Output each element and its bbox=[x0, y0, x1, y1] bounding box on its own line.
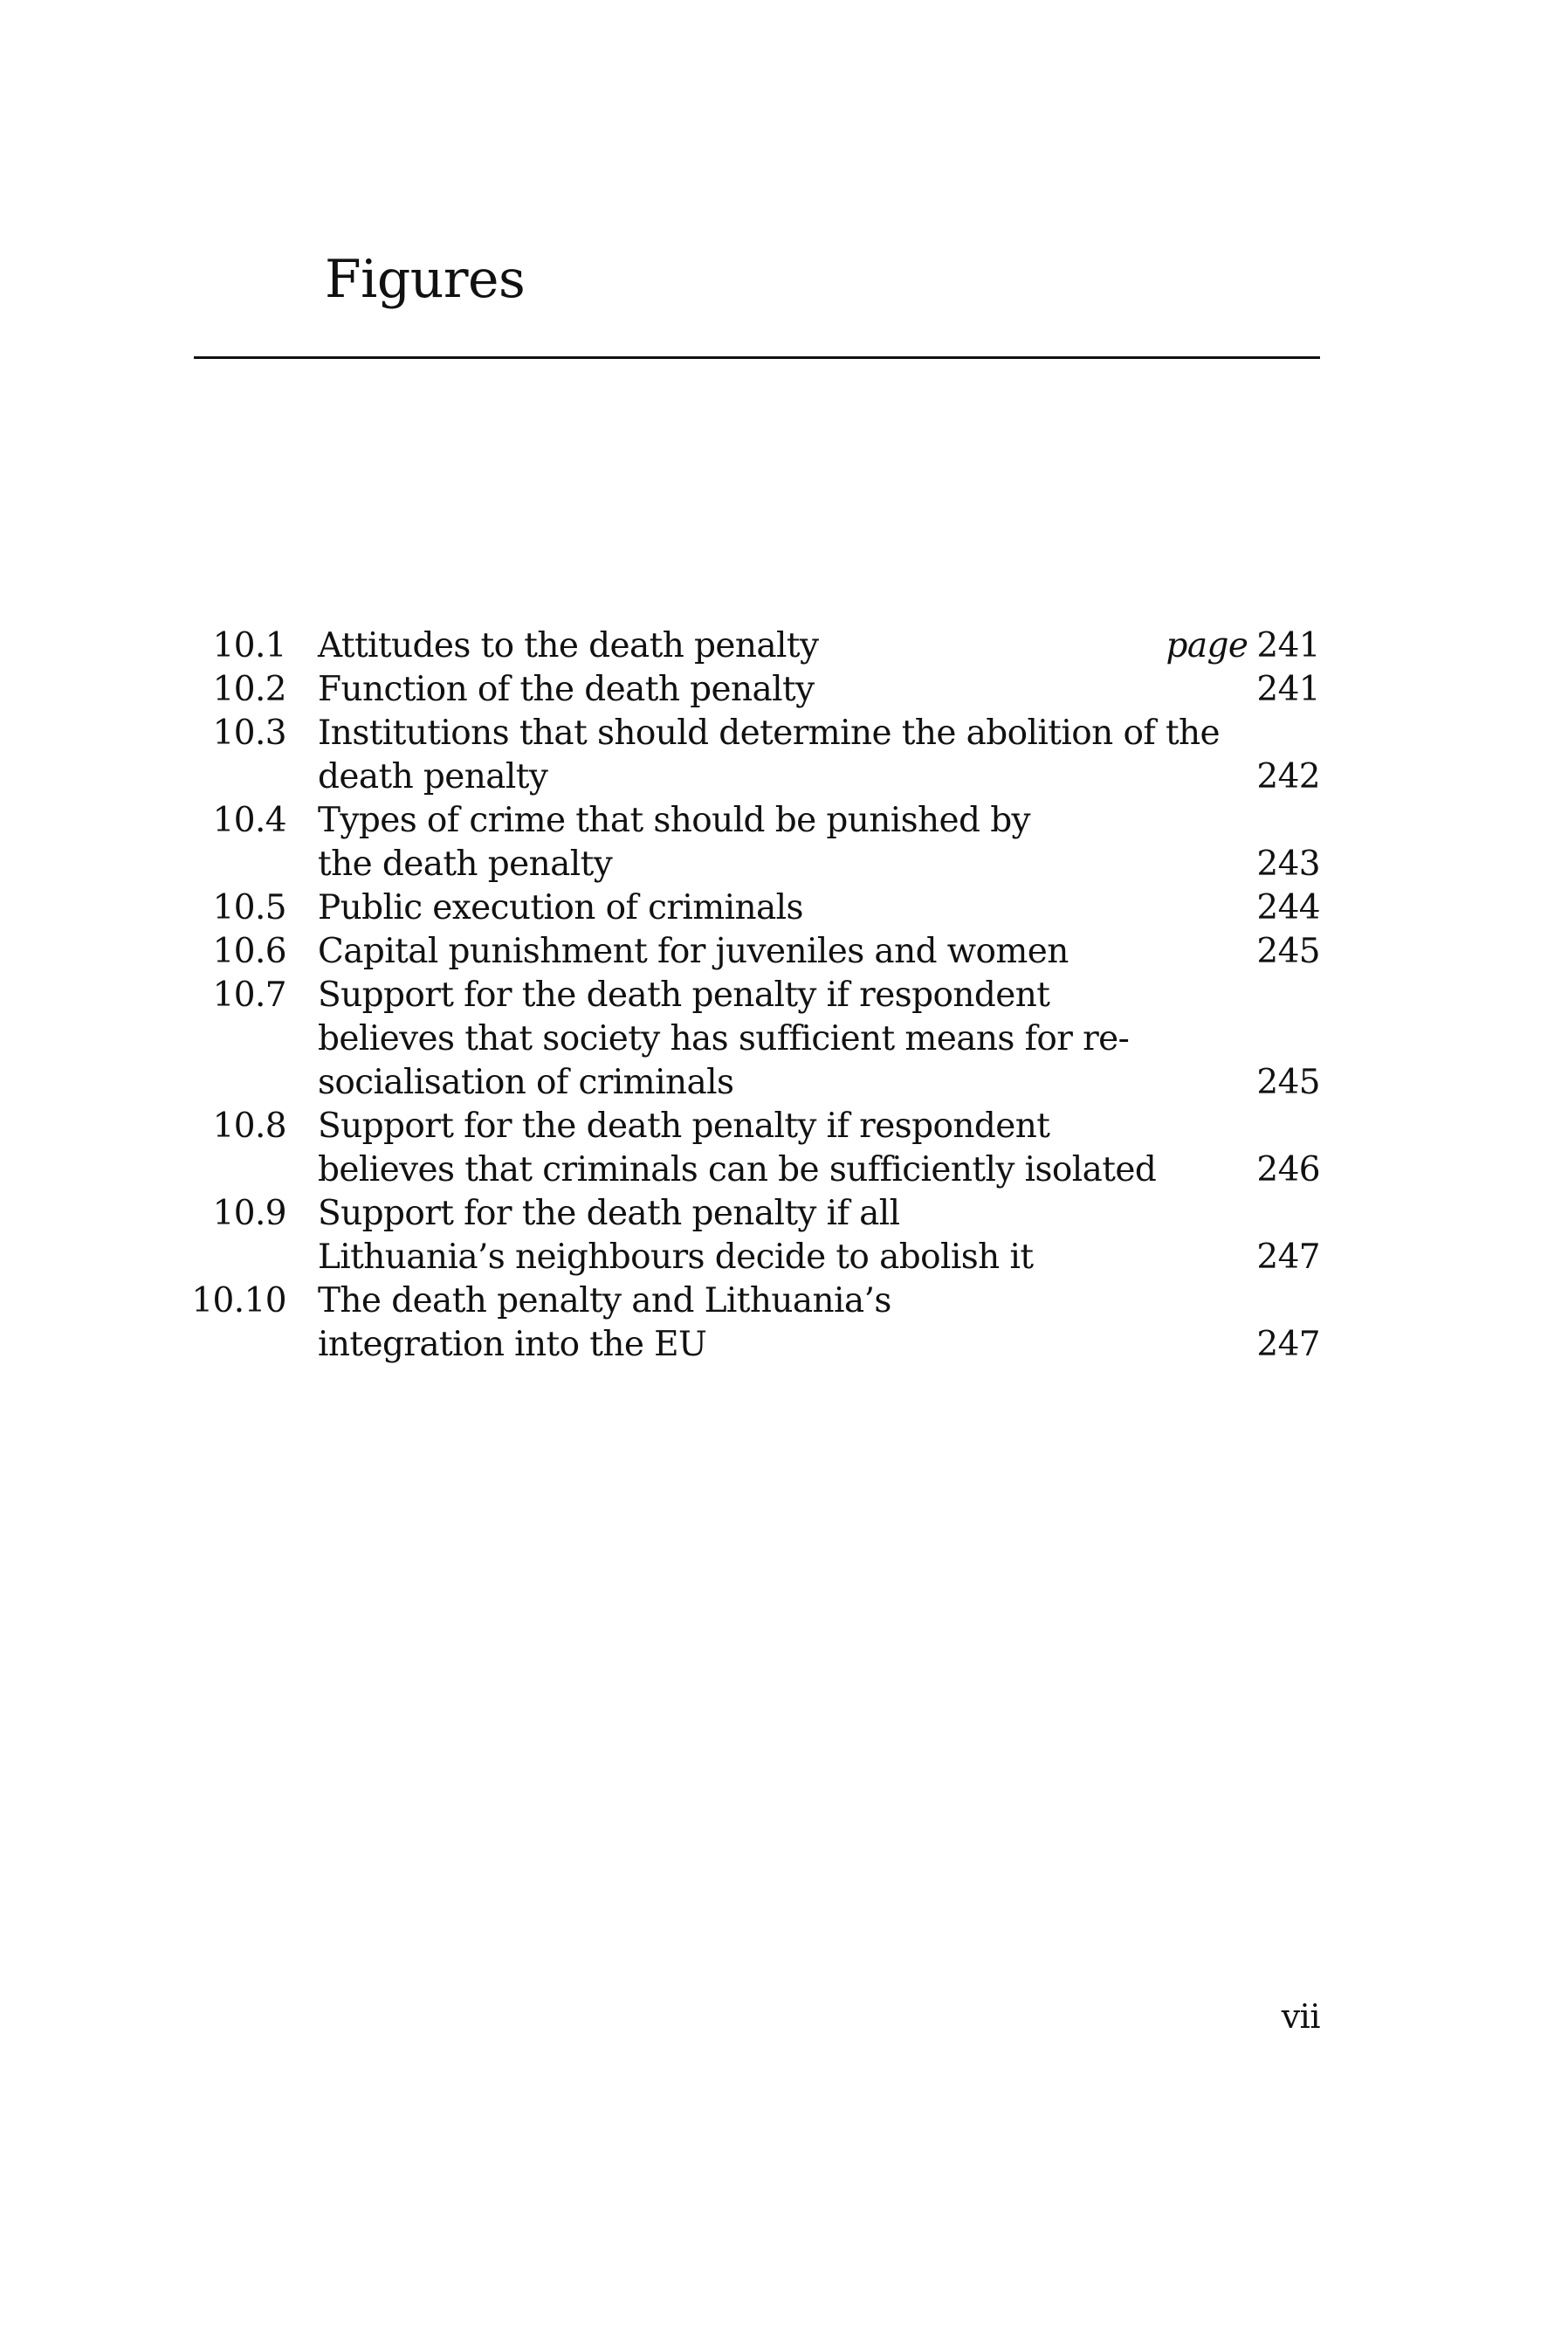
figure-entry[interactable] bbox=[183, 668, 1320, 712]
figure-page-number: 247 bbox=[1256, 1238, 1320, 1277]
figure-number: 10.9 bbox=[212, 1194, 286, 1233]
figure-title: Support for the death penalty if respondent believes that criminals can be sufficiently isolated bbox=[318, 1107, 1157, 1189]
figure-entry[interactable] bbox=[183, 799, 1320, 886]
figure-title: Support for the death penalty if all Lithuania’s neighbours decide to abolish it bbox=[318, 1194, 1034, 1277]
figure-title: Public execution of criminals bbox=[318, 888, 803, 927]
figure-entry[interactable] bbox=[183, 886, 1320, 930]
page-folio: vii bbox=[1281, 1997, 1320, 2036]
figure-page-number: 245 bbox=[1256, 932, 1320, 971]
figure-entry[interactable] bbox=[183, 712, 1320, 799]
page-label: page bbox=[1166, 626, 1248, 665]
figure-page-number: 244 bbox=[1256, 888, 1320, 927]
figure-number: 10.1 bbox=[212, 626, 286, 665]
figure-page-number: 247 bbox=[1256, 1325, 1320, 1364]
page-title: Figures bbox=[325, 249, 526, 310]
figure-entry[interactable] bbox=[183, 1105, 1320, 1192]
title-rule bbox=[194, 356, 1320, 359]
figure-page-number: 243 bbox=[1256, 845, 1320, 884]
figure-title: Support for the death penalty if respondent believes that society has sufficient means for re-socialisation of criminals bbox=[318, 976, 1130, 1102]
figure-number: 10.4 bbox=[212, 801, 286, 840]
figure-title: Types of crime that should be punished by the death penalty bbox=[318, 801, 1030, 884]
figure-page-number: 241 bbox=[1256, 670, 1320, 709]
figure-page-ref bbox=[1166, 624, 1320, 668]
figure-page-number: 242 bbox=[1256, 757, 1320, 796]
figure-page-number: 245 bbox=[1256, 1063, 1320, 1102]
figure-number: 10.3 bbox=[212, 714, 286, 753]
figure-number: 10.2 bbox=[212, 670, 286, 709]
figure-number: 10.6 bbox=[212, 932, 286, 971]
figures-list bbox=[183, 624, 1320, 1367]
figure-title: Attitudes to the death penalty bbox=[318, 626, 819, 665]
figure-entry[interactable] bbox=[183, 930, 1320, 974]
figure-entry[interactable] bbox=[183, 1279, 1320, 1367]
figure-entry[interactable] bbox=[183, 624, 1320, 668]
figure-title: Capital punishment for juveniles and women bbox=[318, 932, 1069, 971]
figure-number: 10.5 bbox=[212, 888, 286, 927]
figure-title: Institutions that should determine the abolition of the death penalty bbox=[318, 714, 1221, 796]
figure-page-number: 246 bbox=[1256, 1150, 1320, 1189]
figure-title: The death penalty and Lithuania’s integration into the EU bbox=[318, 1281, 891, 1364]
figure-entry[interactable] bbox=[183, 1192, 1320, 1279]
figure-page-number: 241 bbox=[1256, 626, 1320, 665]
figure-number: 10.10 bbox=[191, 1281, 286, 1320]
figure-number: 10.8 bbox=[212, 1107, 286, 1146]
figure-number: 10.7 bbox=[212, 976, 286, 1015]
figure-entry[interactable] bbox=[183, 974, 1320, 1105]
figure-title: Function of the death penalty bbox=[318, 670, 815, 709]
